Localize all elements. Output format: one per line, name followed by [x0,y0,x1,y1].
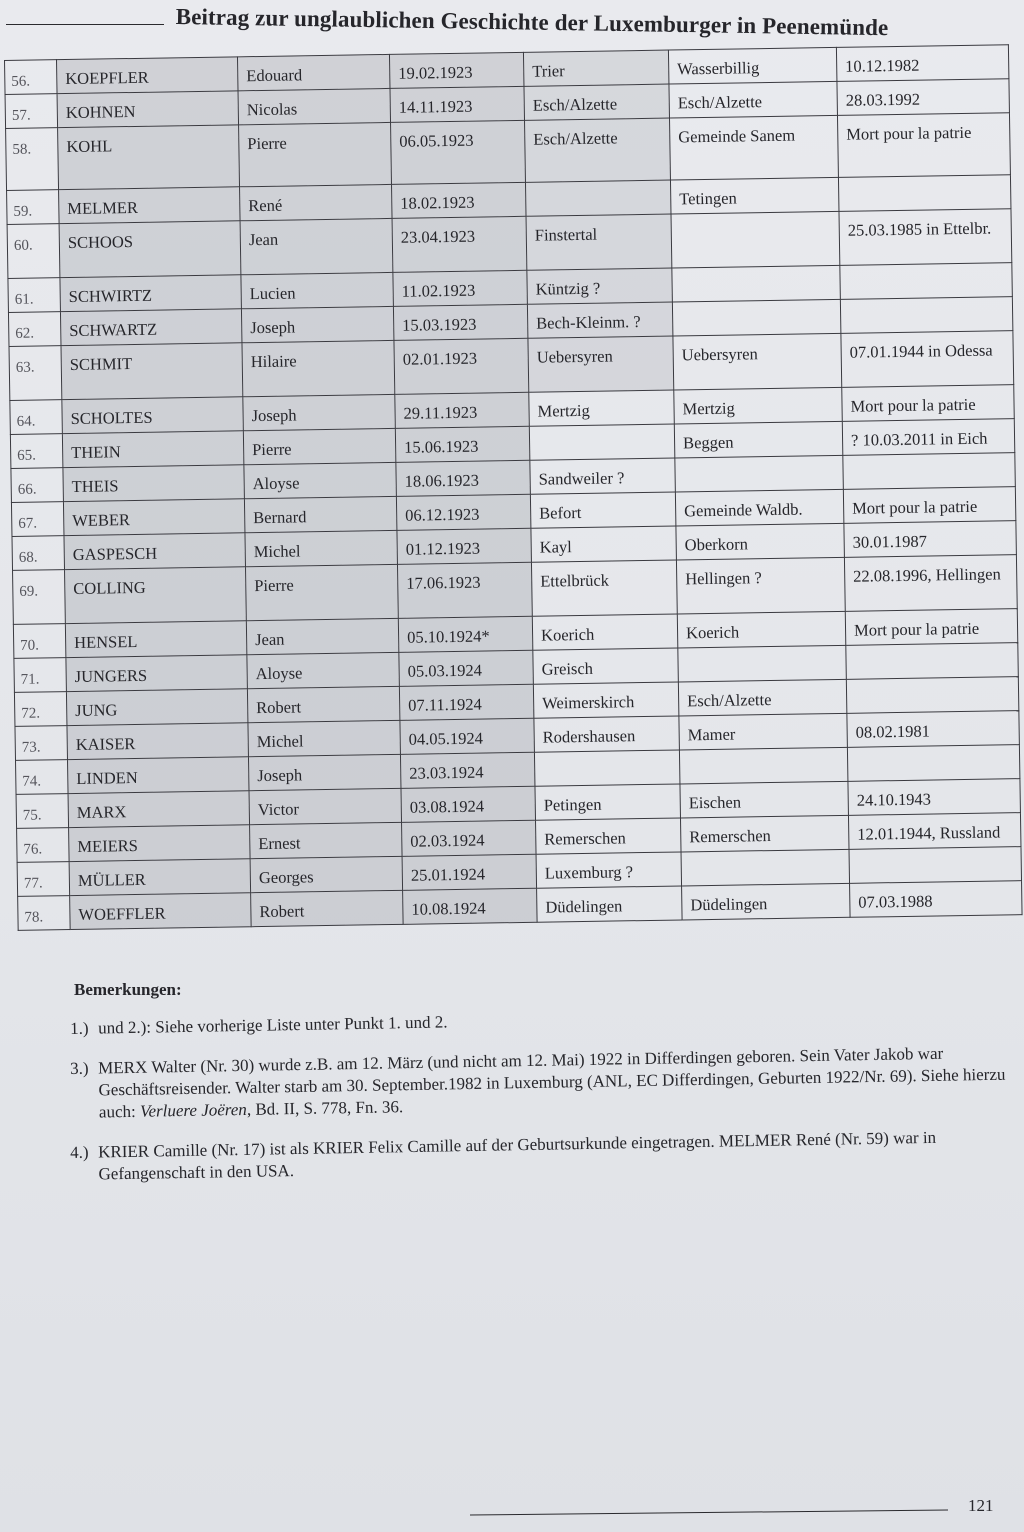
surname-cell: HENSEL [65,621,247,658]
death-cell: 22.08.1996, Hellingen [844,555,1017,612]
death-cell: ? 10.03.2011 in Eich [842,419,1015,456]
death-cell [846,643,1019,680]
residence-cell: Koerich [677,611,846,648]
residence-cell: Mamer [679,713,848,750]
birth-place-cell: Rodershausen [534,716,680,752]
remark-text-end: , Bd. II, S. 778, Fn. 36. [246,1097,404,1119]
residence-cell: Esch/Alzette [669,81,838,118]
row-number: 77. [17,862,70,897]
birth-date-cell: 17.06.1923 [397,562,532,618]
firstname-cell: Michel [248,720,401,756]
firstname-cell: Michel [245,530,398,566]
surname-cell: KOEPFLER [57,57,239,94]
residence-cell: Oberkorn [676,523,845,560]
row-number: 62. [8,312,61,347]
surname-cell: JUNGERS [66,655,248,692]
birth-place-cell: Kayl [531,526,677,562]
birth-date-cell: 02.03.1924 [402,820,537,856]
remark-index: 3.) [70,1058,89,1078]
birth-date-cell: 23.04.1923 [392,216,527,272]
surname-cell: MÜLLER [69,859,251,896]
birth-date-cell: 02.01.1923 [394,338,529,394]
death-cell: 08.02.1981 [847,711,1020,748]
residence-cell: Uebersyren [673,333,842,390]
birth-place-cell [529,424,675,460]
surname-cell: LINDEN [67,757,249,794]
firstname-cell: Ernest [250,822,403,858]
firstname-cell: Robert [247,686,400,722]
row-number: 75. [16,794,69,829]
birth-place-cell: Uebersyren [528,336,674,392]
birth-place-cell: Koerich [532,614,678,650]
surname-cell: KOHL [58,125,240,190]
remark-text: KRIER Camille (Nr. 17) ist als KRIER Felix Camille auf der Geburtsurkunde eingetragen. MELMER René (Nr. 59) war in Gefangenschaft in den USA. [98,1127,937,1184]
firstname-cell: Edouard [237,54,390,90]
firstname-cell: Pierre [239,122,392,186]
birth-place-cell: Bech-Kleinm. ? [527,302,673,338]
surname-cell: GASPESCH [64,533,246,570]
header-rule [6,24,164,25]
death-cell: 24.10.1943 [848,779,1021,816]
surname-cell: SCHOLTES [62,397,244,434]
residence-cell: Remerschen [680,815,849,852]
birth-place-cell: Petingen [535,784,681,820]
death-cell: 25.03.1985 in Ettelbr. [839,209,1012,266]
death-cell: 07.01.1944 in Odessa [841,331,1014,388]
table-body [5,45,1023,931]
page-title: Beitrag zur unglaublichen Geschichte der Luxemburger in Peenemünde [175,4,889,41]
birth-place-cell [525,180,671,216]
row-number: 66. [11,468,64,503]
firstname-cell: Joseph [241,306,394,342]
death-cell: Mort pour la patrie [845,609,1018,646]
firstname-cell: René [240,184,393,220]
surname-cell: MELMER [59,187,241,224]
birth-place-cell: Remerschen [536,818,682,854]
birth-place-cell: Esch/Alzette [525,118,671,182]
row-number: 59. [7,190,60,225]
surname-cell: COLLING [65,567,247,624]
remark-text: MERX Walter (Nr. 30) wurde z.B. am 12. März (und nicht am 12. Mai) 1922 in Differdingen geboren. Sein Vater Jakob war Geschäftsreisender. Walter starb am 30. September.1982 in Luxemburg (ANL, EC Differdingen, Geburten 1922/Nr. 69). Siehe hierzu auch: [98,1043,1006,1122]
residence-cell [671,211,840,268]
row-number: 72. [14,692,67,727]
remark-italic-title: Verluere Joëren [139,1099,248,1121]
surname-cell: THEIS [63,465,245,502]
residence-cell: Gemeinde Sanem [669,115,838,180]
birth-place-cell: Finstertal [526,214,672,270]
death-cell [838,175,1011,212]
row-number: 67. [11,502,64,537]
remarks-heading: Bemerkungen: [74,980,182,999]
row-number: 70. [13,624,66,659]
birth-date-cell: 05.03.1924 [399,650,534,686]
row-number: 69. [13,570,66,625]
death-cell: Mort pour la patrie [837,113,1010,178]
footer-rule [470,1509,948,1515]
surname-cell: JUNG [66,689,248,726]
birth-date-cell: 07.11.1924 [399,684,534,720]
firstname-cell: Jean [240,218,393,274]
row-number: 68. [12,536,65,571]
firstname-cell: Bernard [244,496,397,532]
firstname-cell: Victor [249,788,402,824]
row-number: 73. [15,726,68,761]
page-number: 121 [968,1496,994,1515]
birth-place-cell: Küntzig ? [527,268,673,304]
birth-date-cell: 06.12.1923 [396,494,531,530]
row-number: 78. [18,896,71,931]
firstname-cell: Pierre [243,428,396,464]
residence-cell: Wasserbillig [668,47,837,84]
birth-date-cell: 05.10.1924* [398,616,533,652]
surname-cell: WOEFFLER [70,893,252,930]
birth-place-cell: Mertzig [529,390,675,426]
row-number: 76. [17,828,70,863]
firstname-cell: Aloyse [247,652,400,688]
remark-item-3 [70,1126,1011,1186]
residence-cell [681,849,850,886]
residence-cell: Esch/Alzette [678,679,847,716]
firstname-cell: Jean [246,618,399,654]
firstname-cell: Lucien [241,272,394,308]
death-cell [846,677,1019,714]
surname-cell: MEIERS [69,825,251,862]
death-cell: Mort pour la patrie [842,385,1015,422]
firstname-cell: Pierre [245,564,398,620]
surname-cell: KOHNEN [57,91,239,128]
residence-cell: Hellingen ? [676,557,845,614]
firstname-cell: Nicolas [238,88,391,124]
residence-cell [679,747,848,784]
birth-date-cell: 04.05.1924 [400,718,535,754]
birth-place-cell [534,750,680,786]
firstname-cell: Joseph [243,394,396,430]
firstname-cell: Hilaire [242,340,395,396]
names-table-wrapper [4,44,1022,935]
birth-place-cell: Sandweiler ? [530,458,676,494]
birth-date-cell: 15.06.1923 [395,426,530,462]
remark-index: 1.) [70,1018,89,1038]
row-number: 61. [8,278,61,313]
residence-cell [672,299,841,336]
death-cell [847,745,1020,782]
residence-cell: Eischen [680,781,849,818]
row-number: 56. [5,60,58,95]
row-number: 65. [10,434,63,469]
surname-cell: KAISER [67,723,249,760]
firstname-cell: Georges [250,856,403,892]
row-number: 60. [7,224,60,279]
birth-date-cell: 15.03.1923 [393,304,528,340]
death-cell: 10.12.1982 [836,45,1009,82]
remark-item-2 [70,1042,1011,1124]
row-number: 74. [16,760,69,795]
surname-cell: SCHMIT [61,343,243,400]
birth-date-cell: 18.06.1923 [396,460,531,496]
remark-index: 4.) [70,1142,89,1162]
row-number: 58. [6,128,59,191]
birth-date-cell: 18.02.1923 [392,182,527,218]
birth-date-cell: 10.08.1924 [403,888,538,924]
residence-cell: Düdelingen [682,883,851,920]
residence-cell: Beggen [674,421,843,458]
death-cell: 12.01.1944, Russland [848,813,1021,850]
residence-cell [672,265,841,302]
birth-place-cell: Esch/Alzette [524,84,670,120]
death-cell: Mort pour la patrie [843,487,1016,524]
death-cell: 28.03.1992 [837,79,1010,116]
death-cell [840,297,1013,334]
remark-item-1 [70,1002,1010,1040]
residence-cell [675,455,844,492]
birth-date-cell: 14.11.1923 [390,86,525,122]
birth-place-cell: Weimerskirch [533,682,679,718]
birth-place-cell: Befort [530,492,676,528]
surname-cell: WEBER [63,499,245,536]
row-number: 71. [14,658,67,693]
birth-date-cell: 06.05.1923 [391,120,526,184]
birth-place-cell: Düdelingen [537,886,683,922]
surname-cell: SCHWARTZ [60,309,242,346]
row-number: 57. [5,94,58,129]
surname-cell: THEIN [62,431,244,468]
birth-place-cell: Trier [523,50,669,86]
row-number: 64. [10,400,63,435]
birth-date-cell: 25.01.1924 [402,854,537,890]
death-cell [840,263,1013,300]
residence-cell: Gemeinde Waldb. [675,489,844,526]
death-cell [849,847,1022,884]
surname-cell: SCHWIRTZ [60,275,242,312]
names-table [4,44,1023,931]
death-cell: 30.01.1987 [844,521,1017,558]
residence-cell: Mertzig [674,387,843,424]
remarks-section [70,980,1010,1204]
birth-place-cell: Luxemburg ? [536,852,682,888]
birth-place-cell: Greisch [533,648,679,684]
death-cell [843,453,1016,490]
residence-cell [678,645,847,682]
row-number: 63. [9,346,62,401]
firstname-cell: Robert [251,890,404,926]
residence-cell: Tetingen [670,177,839,214]
birth-date-cell: 03.08.1924 [401,786,536,822]
death-cell: 07.03.1988 [850,881,1023,918]
birth-date-cell: 29.11.1923 [395,392,530,428]
birth-date-cell: 23.03.1924 [400,752,535,788]
birth-date-cell: 11.02.1923 [393,270,528,306]
surname-cell: MARX [68,791,250,828]
birth-date-cell: 19.02.1923 [389,52,524,88]
firstname-cell: Aloyse [244,462,397,498]
birth-date-cell: 01.12.1923 [397,528,532,564]
remark-text: und 2.): Siehe vorherige Liste unter Punkt 1. und 2. [98,1012,448,1038]
birth-place-cell: Ettelbrück [531,560,677,616]
surname-cell: SCHOOS [59,221,241,278]
firstname-cell: Joseph [248,754,401,790]
